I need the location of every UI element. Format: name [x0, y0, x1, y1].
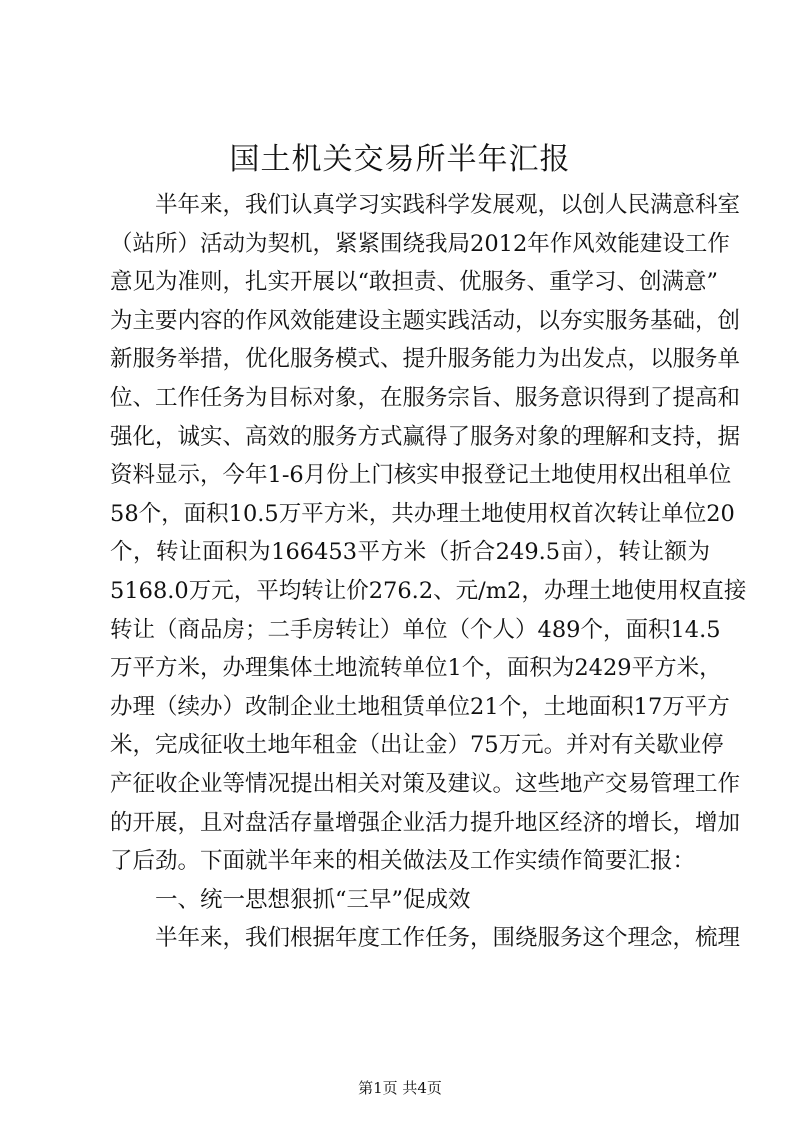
paragraph-line: 新服务举措，优化服务模式、提升服务能力为出发点，以服务单 [110, 346, 741, 373]
paragraph-line: 万平方米，办理集体土地流转单位1个，面积为2429平方米， [110, 655, 722, 682]
paragraph-line: 意见为准则，扎实开展以“敢担责、优服务、重学习、创满意” [110, 269, 719, 296]
paragraph-line: 办理（续办）改制企业土地租赁单位21个，土地面积17万平方 [110, 693, 730, 720]
paragraph-line: 5168.0万元，平均转让价276.2、元/m2，办理土地使用权直接 [110, 577, 747, 604]
paragraph-line: 强化，诚实、高效的服务方式赢得了服务对象的理解和支持，据 [110, 423, 741, 450]
paragraph-line: （站所）活动为契机，紧紧围绕我局2012年作风效能建设工作 [110, 230, 730, 257]
paragraph-line: 半年来，我们认真学习实践科学发展观，以创人民满意科室 [155, 192, 741, 218]
paragraph-line: 为主要内容的作风效能建设主题实践活动，以夯实服务基础，创 [110, 307, 741, 334]
paragraph-line: 58个，面积10.5万平方米，共办理土地使用权首次转让单位20 [110, 500, 735, 527]
paragraph-line: 的开展，且对盘活存量增强企业活力提升地区经济的增长，增加 [110, 809, 741, 836]
page-footer: 第1页 共4页 [358, 1079, 442, 1097]
paragraph-line: 个，转让面积为166453平方米（折合249.5亩），转让额为 [110, 539, 710, 566]
paragraph-line: 资料显示，今年1-6月份上门核实申报登记土地使用权出租单位 [110, 462, 732, 489]
paragraph-line: 米，完成征收土地年租金（出让金）75万元。并对有关歇业停 [110, 732, 724, 759]
paragraph-line: 了后劲。下面就半年来的相关做法及工作实绩作简要汇报： [110, 848, 696, 875]
paragraph-line: 位、工作任务为目标对象，在服务宗旨、服务意识得到了提高和 [110, 384, 741, 411]
paragraph-line: 产征收企业等情况提出相关对策及建议。这些地产交易管理工作 [110, 770, 741, 797]
section-heading: 一、统一思想狠抓“三早”促成效 [155, 886, 471, 913]
paragraph-line: 半年来，我们根据年度工作任务，围绕服务这个理念，梳理 [155, 925, 741, 952]
document-title: 国土机关交易所半年汇报 [229, 142, 571, 177]
paragraph-line: 转让（商品房；二手房转让）单位（个人）489个，面积14.5 [110, 616, 721, 643]
document-body [110, 186, 747, 958]
